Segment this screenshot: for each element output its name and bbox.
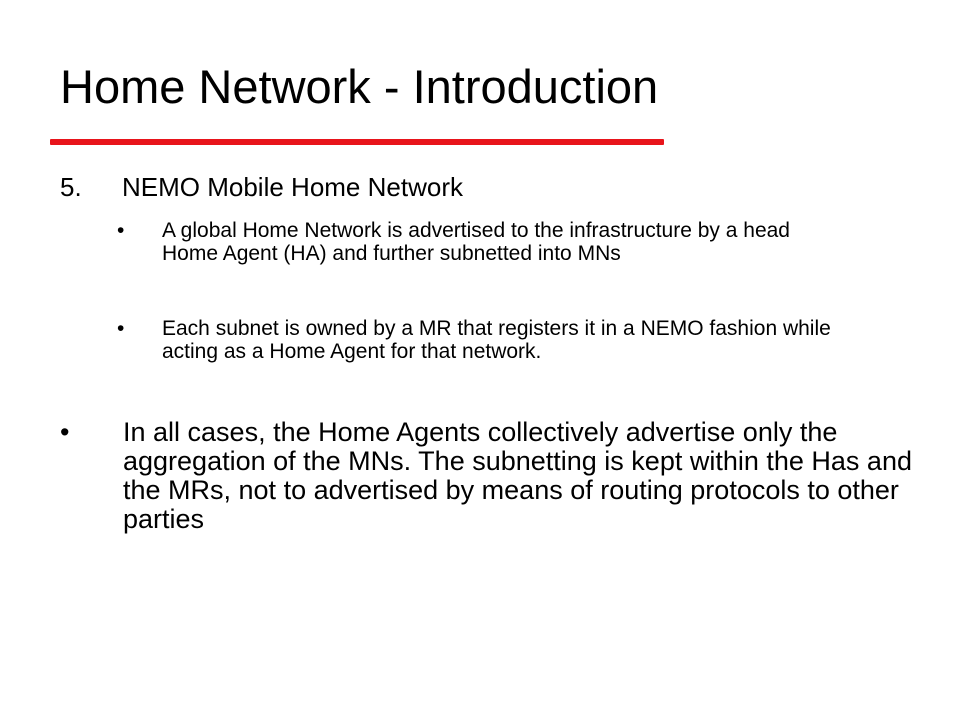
bullet-icon: • [117,317,125,340]
item-heading: NEMO Mobile Home Network [122,172,463,202]
bullet-icon: • [60,417,70,447]
sub-bullet-text: A global Home Network is advertised to the infrastructure by a head Home Agent (HA) and further subnetted into MNs [162,219,790,265]
main-bullet-text: In all cases, the Home Agents collectively advertise only the aggregation of the MNs. The subnetting is kept within the Has and the MRs, not to advertised by means of routing protocols to other parties [123,417,912,534]
numbered-item [60,172,463,202]
sub-bullet-text: Each subnet is owned by a MR that registers it in a NEMO fashion while acting as a Home Agent for that network. [162,317,831,363]
slide-title: Home Network - Introduction [60,60,659,113]
bullet-icon: • [117,219,125,242]
item-number: 5. [60,172,82,202]
title-underline [50,139,664,145]
